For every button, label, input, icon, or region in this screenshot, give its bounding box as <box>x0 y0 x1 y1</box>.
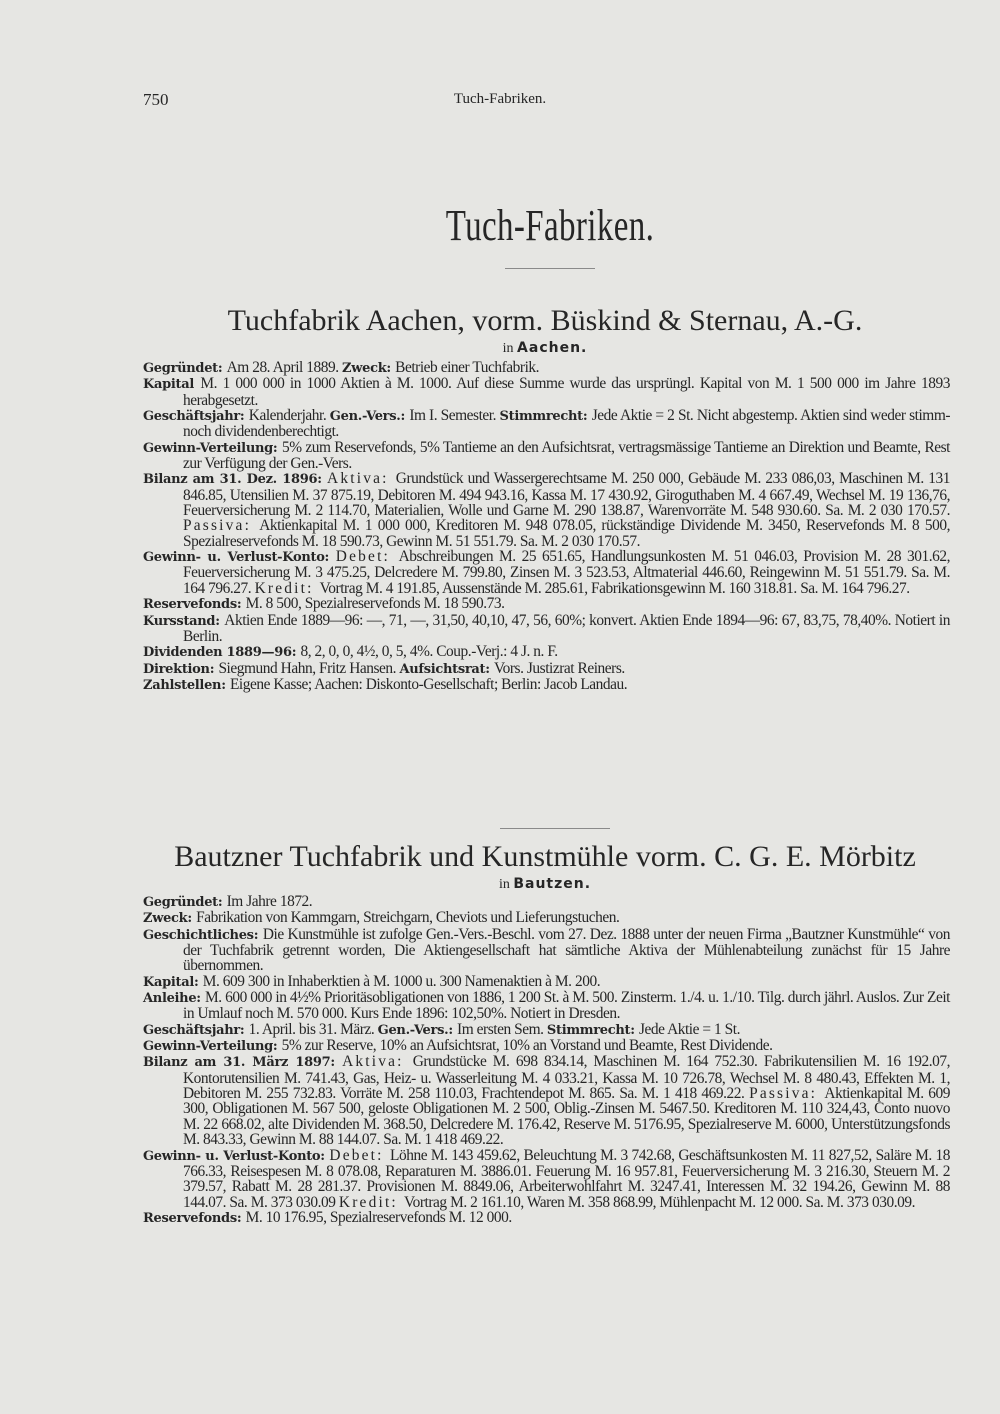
entry-label: Zahlstellen: <box>143 677 230 693</box>
entry <box>143 360 950 376</box>
entry-text: 8, 2, 0, 0, 4½, 0, 5, 4%. Coup.-Verj.: 4 J. n. F. <box>300 643 558 661</box>
entry-text: 1. April. bis 31. März. <box>248 1020 378 1038</box>
company-title: Bautzner Tuchfabrik und Kunstmühle vorm. C. G. E. Mörbitz <box>174 840 916 873</box>
company-entries <box>143 894 950 1226</box>
entry-label: Bilanz am 31. Dez. 1896: <box>143 472 328 488</box>
divider <box>505 268 595 269</box>
entry <box>143 677 950 693</box>
entry <box>143 408 950 440</box>
entry-text: 5% zur Reserve, 10% an Aufsichtsrat, 10% an Vorstand und Beamte, Rest Dividende. <box>281 1037 773 1055</box>
entry-text: Betrieb einer Tuchfabrik. <box>395 359 540 376</box>
entry-text: Grundstücke M. 698 834.14, Maschinen M. 164 752.30. Fabrikutensilien M. 16 192.07, Kontorutensilien M. 741.43, Gas, Heiz- u. Wasserleitung M. 4 033.21, Kassa M. 10 726.78, Wechsel M. 8 480.43, Effekten M. 1, Debitoren M. 255 732.83. Vorräte M. 258 110.03, Frachtendepot M. 865. Sa. M. 1 418 469.22. <box>183 1053 950 1103</box>
company-city <box>140 340 950 357</box>
entry <box>143 440 950 472</box>
entry-label: Zweck: <box>342 361 396 376</box>
entry <box>143 1054 950 1147</box>
entry-label: Gewinn- u. Verlust-Konto: <box>143 1148 330 1164</box>
entry-text: Im ersten Sem. <box>457 1020 547 1038</box>
page-number: 750 <box>143 90 169 109</box>
entry-text: Kalenderjahr. <box>248 407 330 425</box>
entry-label: Stimmrecht: <box>499 409 592 425</box>
entry <box>143 927 950 974</box>
entry-label: Bilanz am 31. März 1897: <box>143 1055 343 1071</box>
entry-sublabel: Passiva: <box>749 1085 825 1103</box>
entry-text: M. 600 000 in 4½% Prioritäsobligationen von 1886, 1 200 St. à M. 500. Zinsterm. 1./4. u. 1./10. Tilg. durch jährl. Auslos. Zur Zeit in Umlauf noch M. 570 000. Kurs Ende 1896: 102,50%. Notiert in Dresden. <box>183 989 950 1023</box>
entry-text: Siegmund Hahn, Fritz Hansen. <box>218 659 400 677</box>
entry-label: Reservefonds: <box>143 1210 246 1226</box>
entry <box>143 644 950 660</box>
entry-label: Gewinn- u. Verlust-Konto: <box>143 550 336 566</box>
entry-text: Vors. Justizrat Reiners. <box>493 659 625 677</box>
entry-label: Anleihe: <box>143 991 206 1007</box>
entry-text: 5% zum Reservefonds, 5% Tantieme an den Aufsichtsrat, vertragsmässige Tantieme an Direktion und Beamte, Rest zur Verfügung der Gen.-Vers. <box>183 438 951 473</box>
entry-text: Vortrag M. 2 161.10, Waren M. 358 868.99, Mühlenpacht M. 12 000. Sa. M. 373 030.09. <box>403 1193 915 1211</box>
entry-label: Kapital: <box>143 974 203 990</box>
entry-label: Gewinn-Verteilung: <box>143 1039 282 1055</box>
entry-label: Gen.-Vers.: <box>377 1022 458 1038</box>
entry-label: Kapital <box>143 377 201 393</box>
entry <box>143 376 950 408</box>
entry-label: Reservefonds: <box>143 597 246 613</box>
entry-text: Im I. Semester. <box>409 407 500 425</box>
entry-text: Aktienkapital M. 609 300, Obligationen M. 567 500, geloste Obligationen M. 2 500, Oblig.-Zinsen M. 5467.50. Kreditoren M. 110 324,43, Conto nuovo M. 22 668.02, alte Dividenden M. 368.50, Delcredere M. 176.42, Reserve M. 5176.95, Spezialreserve M. 6000, Unterstützungsfonds M. 843.33, Gewinn M. 88 144.07. Sa. M. 1 418 469.22. <box>183 1085 950 1149</box>
entry <box>143 1038 950 1054</box>
entry-sublabel: Kredit: <box>254 579 320 597</box>
entry <box>143 661 950 677</box>
entry-sublabel: Debet: <box>329 1146 391 1164</box>
entry <box>143 894 950 910</box>
entry-sublabel: Passiva: <box>183 517 260 535</box>
entry-text: Jede Aktie = 2 St. Nicht abgestemp. Aktien sind weder stimm- noch dividendenberechtigt. <box>183 407 951 441</box>
entry-label: Stimmrecht: <box>546 1022 639 1038</box>
entry-sublabel: Debet: <box>335 548 399 566</box>
entry-text: Vortrag M. 4 191.85, Aussenstände M. 285.61, Fabrikationsgewinn M. 160 318.81. Sa. M. 164 796.27. <box>319 579 910 597</box>
entry-text: Im Jahre 1872. <box>226 893 313 910</box>
entry-label: Direktion: <box>143 661 219 677</box>
entry <box>143 471 950 549</box>
entry-label: Gen.-Vers.: <box>329 409 410 425</box>
entry <box>143 1022 950 1038</box>
running-head: Tuch-Fabriken. <box>453 91 547 107</box>
entry <box>143 613 950 645</box>
entry-text: Grundstück und Wassergerechtsame M. 250 000, Gebäude M. 233 086,03, Maschinen M. 131 846.85, Utensilien M. 37 875.19, Debitoren M. 494 943.16, Kassa M. 17 430.92, Giroguthaben M. 4 667.49, Wechsel M. 19 136,76, Feuerversicherung M. 2 114.70, Materialien, Wolle und Garne M. 290 138.87, Warenvorräte M. 548 930.60. Sa. M. 2 030 170.57. <box>183 470 950 520</box>
entry-label: Kursstand: <box>143 613 225 629</box>
city-name: Bautzen. <box>513 876 592 892</box>
entry <box>143 1148 950 1210</box>
entry-label: Zweck: <box>143 911 197 927</box>
entry-text: Jede Aktie = 1 St. <box>638 1020 741 1038</box>
company-city <box>140 876 950 893</box>
city-name: Aachen. <box>517 340 588 356</box>
entry-text: M. 10 176.95, Spezialreservefonds M. 12 000. <box>245 1208 512 1226</box>
entry-label: Dividenden 1889—96: <box>143 645 301 661</box>
entry-text: Am 28. April 1889. <box>226 359 343 376</box>
entry-label: Geschichtliches: <box>143 927 263 943</box>
entry <box>143 910 950 926</box>
entry-text: M. 8 500, Spezialreservefonds M. 18 590.73. <box>245 595 505 613</box>
entry-label: Geschäftsjahr: <box>143 409 249 425</box>
entry-text: Eigene Kasse; Aachen: Diskonto-Gesellschaft; Berlin: Jacob Landau. <box>229 675 628 693</box>
city-prefix: in <box>498 877 510 892</box>
entry-label: Gegründet: <box>143 895 227 910</box>
entry <box>143 549 950 596</box>
entry-label: Geschäftsjahr: <box>143 1022 249 1038</box>
entry <box>143 990 950 1022</box>
entry <box>143 974 950 990</box>
entry-sublabel: Aktiva: <box>327 470 396 488</box>
entry-label: Gewinn-Verteilung: <box>143 440 283 456</box>
entry <box>143 596 950 612</box>
entry-text: Fabrikation von Kammgarn, Streichgarn, Cheviots und Lieferungstuchen. <box>196 909 620 927</box>
entry-text: Die Kunstmühle ist zufolge Gen.-Vers.-Beschl. vom 27. Dez. 1888 unter der neuen Firma „Bautzner Kunstmühle“ von der Tuchfabrik getrennt worden, Die Aktiengesellschaft hat sämtliche Aktiva der Mühlenabteilung zunächst für 15 Jahre übernommen. <box>183 925 950 975</box>
entry-text: Löhne M. 143 459.62, Beleuchtung M. 3 742.68, Geschäftsunkosten M. 11 827,52, Saläre M. 18 766.33, Reisespesen M. 8 078.08, Reparaturen M. 3886.01. Feuerung M. 16 957.81, Feuerversicherung M. 3 216.30, Steuern M. 2 379.57, Rabatt M. 28 281.37. Provisionen M. 8849.06, Arbeiterwohlfahrt M. 3247.41, Interessen M. 32 194.26, Gewinn M. 88 144.07. Sa. M. 373 030.09 <box>183 1146 950 1211</box>
entry-text: Abschreibungen M. 25 651.65, Handlungsunkosten M. 51 046.03, Provision M. 28 301.62, Feuerversicherung M. 3 475.25, Delcredere M. 799.80, Zinsen M. 3 523.53, Altmaterial 446.60, Reingewinn M. 51 551.79. Sa. M. 164 796.27. <box>183 548 950 597</box>
page-title: Tuch-Fabriken. <box>445 201 655 250</box>
city-prefix: in <box>502 341 514 356</box>
entry <box>143 1210 950 1226</box>
entry-text: Aktienkapital M. 1 000 000, Kreditoren M. 948 078.05, rückständige Dividende M. 3450, Reservefonds M. 8 500, Spezialreservefonds M. 18 590.73, Gewinn M. 51 551.79. Sa. M. 2 030 170.57. <box>183 517 950 550</box>
entry-label: Gegründet: <box>143 361 227 376</box>
divider <box>500 828 610 829</box>
company-title: Tuchfabrik Aachen, vorm. Büskind & Sternau, A.-G. <box>227 304 863 337</box>
entry-sublabel: Aktiva: <box>342 1053 413 1071</box>
entry-sublabel: Kredit: <box>338 1193 404 1211</box>
entry-text: M. 1 000 000 in 1000 Aktien à M. 1000. Auf diese Summe wurde das ursprüngl. Kapital von M. 1 500 000 im Jahre 1893 herabgesetzt. <box>183 375 950 409</box>
entry-label: Aufsichtsrat: <box>399 661 494 677</box>
entry-text: M. 609 300 in Inhaberktien à M. 1000 u. 300 Namenaktien à M. 200. <box>202 972 601 990</box>
company-entries <box>143 360 950 693</box>
entry-text: Aktien Ende 1889—96: —, 71, —, 31,50, 40,10, 47, 56, 60%; konvert. Aktien Ende 1894—96: 67, 83,75, 78,40%. Notiert in Berlin. <box>183 611 950 645</box>
